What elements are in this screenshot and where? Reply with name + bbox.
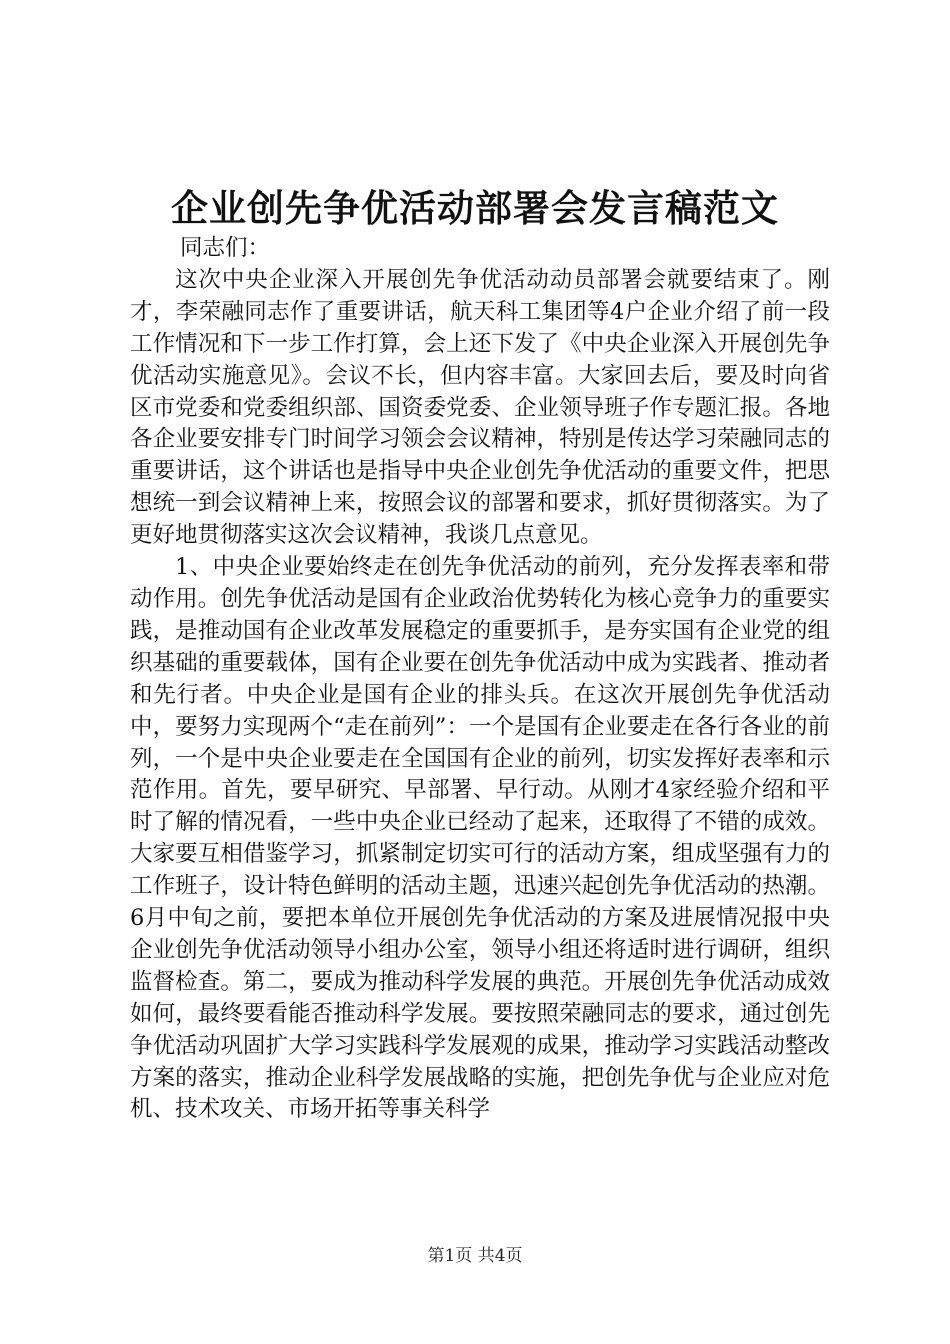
- paragraph-intro: 这次中央企业深入开展创先争优活动动员部署会就要结束了。刚才，李荣融同志作了重要讲话，航天科工集团等4户企业介绍了前一段工作情况和下一步工作打算，会上还下发了《中央企业深入开展创先争优活动实施意见》。会议不长，但内容丰富。大家回去后，要及时向省区市党委和党委组织部、国资委党委、企业领导班子作专题汇报。各地各企业要安排专门时间学习领会会议精神，特别是传达学习荣融同志的重要讲话，这个讲话也是指导中央企业创先争优活动的重要文件，把思想统一到会议精神上来，按照会议的部署和要求，抓好贯彻落实。为了更好地贯彻落实这次会议精神，我谈几点意见。: [130, 266, 830, 549]
- salutation: 同志们：: [180, 235, 271, 261]
- document-body: [130, 233, 830, 1126]
- paragraph-section-1: 1、中央企业要始终走在创先争优活动的前列，充分发挥表率和带动作用。创先争优活动是国有企业政治优势转化为核心竞争力的重要实践，是推动国有企业改革发展稳定的重要抓手，是夯实国有企业党的组织基础的重要载体，国有企业要在创先争优活动中成为实践者、推动者和先行者。中央企业是国有企业的排头兵。在这次开展创先争优活动中，要努力实现两个“走在前列”：一个是国有企业要走在各行各业的前列，一个是中央企业要走在全国国有企业的前列，切实发挥好表率和示范作用。首先，要早研究、早部署、早行动。从刚才4家经验介绍和平时了解的情况看，一些中央企业已经动了起来，还取得了不错的成效。大家要互相借鉴学习，抓紧制定切实可行的活动方案，组成坚强有力的工作班子，设计特色鲜明的活动主题，迅速兴起创先争优活动的热潮。6月中旬之前，要把本单位开展创先争优活动的方案及进展情况报中央企业创先争优活动领导小组办公室，领导小组还将适时进行调研，组织监督检查。第二，要成为推动科学发展的典范。开展创先争优活动成效如何，最终要看能否推动科学发展。要按照荣融同志的要求，通过创先争优活动巩固扩大学习实践科学发展观的成果，推动学习实践活动整改方案的落实，推动企业科学发展战略的实施，把创先争优与企业应对危机、技术攻关、市场开拓等事关科学: [130, 554, 830, 1123]
- document-title: 企业创先争优活动部署会发言稿范文: [171, 186, 779, 230]
- page-footer: 第1页 共4页: [427, 1246, 523, 1266]
